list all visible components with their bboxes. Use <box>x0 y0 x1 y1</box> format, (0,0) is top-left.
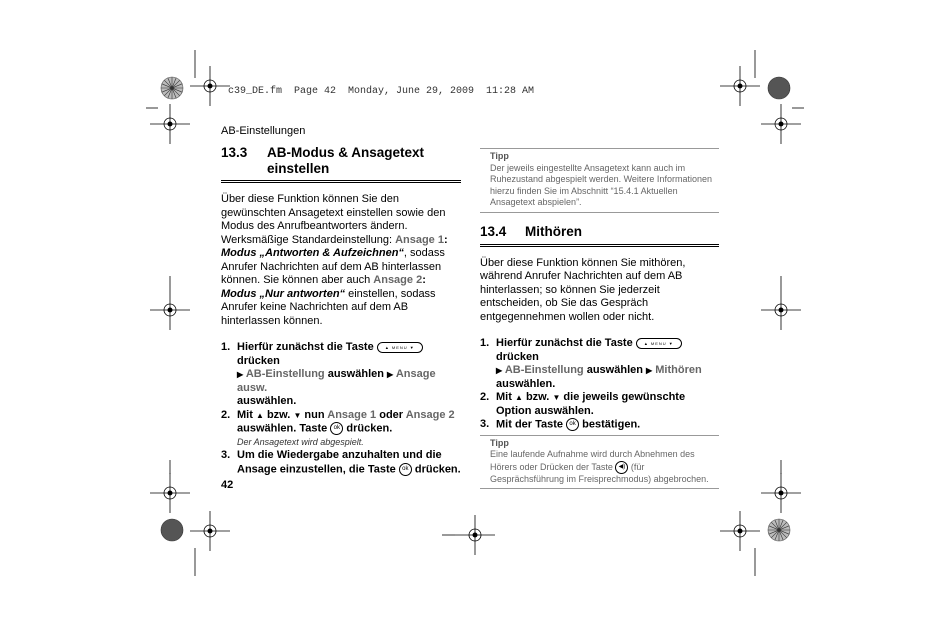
crosshair-right-upper <box>761 104 801 144</box>
tip-text: Eine laufende Aufnahme wird durch Abnehmen des Hörers oder Drücken der Taste ◀) (für Gesprächsführung im Freisprechmodus) abgebrochen. <box>490 449 709 484</box>
left-column <box>221 145 461 477</box>
steps-list <box>221 341 461 477</box>
down-arrow-icon: ▼ <box>552 393 561 402</box>
heading-rule <box>221 180 461 183</box>
star-target-top-left <box>161 77 183 99</box>
step-3: 3. Mit der Taste ok bestätigen. <box>480 418 641 431</box>
ok-key-icon: ok <box>330 422 343 435</box>
crosshair-top-left <box>190 66 230 106</box>
default-settings-paragraph: Werksmäßige Standardeinstellung: Ansage 1: Modus „Antworten & Aufzeichnen“, sodass Anrufer Nachrichten auf dem AB hinterlassen können. Sie können aber auch Ansage 2: Modus „Nur antworten“ einstellen, sodass Anrufer keine Nachrichten auf dem AB hinterlassen können. <box>221 233 448 327</box>
crosshair-right-mid <box>761 290 801 330</box>
step-2: 2. Mit ▲ bzw. ▼ die jeweils gewünschte Option auswählen. <box>480 391 686 417</box>
star-target-bottom-right <box>768 519 790 541</box>
tip-title: Tipp <box>490 151 509 161</box>
tip-title: Tipp <box>490 437 509 448</box>
steps-list <box>480 337 719 432</box>
section-title: Mithören <box>525 223 582 239</box>
arrow-right-icon: ▶ <box>387 370 394 379</box>
right-column <box>480 148 719 489</box>
running-head: AB-Einstellungen <box>221 125 306 137</box>
up-arrow-icon: ▲ <box>514 393 523 402</box>
page-number: 42 <box>221 479 234 491</box>
heading-rule <box>480 244 719 247</box>
crosshair-right-lower <box>761 473 801 513</box>
print-slug: c39_DE.fm Page 42 Monday, June 29, 2009 11:28 AM <box>228 86 535 97</box>
crosshair-bottom-center <box>455 515 495 555</box>
arrow-right-icon: ▶ <box>646 366 653 375</box>
section-heading-13-4 <box>480 224 719 240</box>
section-heading-13-3 <box>221 145 461 177</box>
step-2: 2. Mit ▲ bzw. ▼ nun Ansage 1 oder Ansage 2 auswählen. Taste ok drücken. Der Ansagetext wird abgespielt. <box>221 408 455 447</box>
up-arrow-icon: ▲ <box>255 410 264 420</box>
down-arrow-icon: ▼ <box>293 410 302 420</box>
ok-key-icon: ok <box>566 418 579 431</box>
section-title-line2: einstellen <box>267 161 330 176</box>
tip-text: Der jeweils eingestellte Ansagetext kann auch im Ruhezustand abgespielt werden. Weitere Informationen hierzu finden Sie im Abschnitt “15.4.1 Aktuellen Ansagetext abspielen”. <box>490 162 712 207</box>
step-1: 1. Hierfür zunächst die Taste ▲ MENU ▼ drücken ▶ AB-Einstellung auswählen ▶ Ansage ausw. auswählen. <box>221 341 436 407</box>
crosshair-left-mid <box>150 290 190 330</box>
crosshair-bottom-left <box>190 511 230 551</box>
crosshair-left-upper <box>150 104 190 144</box>
menu-key-icon: ▲ MENU ▼ <box>377 342 423 353</box>
step-note: Der Ansagetext wird abgespielt. <box>237 436 364 447</box>
step-1: 1. Hierfür zunächst die Taste ▲ MENU ▼ drücken ▶ AB-Einstellung auswählen ▶ Mithören auswählen. <box>480 337 702 390</box>
section-title: AB-Modus & Ansagetext <box>267 145 425 160</box>
arrow-right-icon: ▶ <box>496 366 503 375</box>
step-3: 3. Um die Wiedergabe anzuhalten und die Ansage einzustellen, die Taste ok drücken. <box>221 449 461 476</box>
ok-key-icon: ok <box>399 463 412 476</box>
dot-target-bottom-left <box>161 519 183 541</box>
crosshair-left-lower <box>150 473 190 513</box>
section-number: 13.3 <box>221 145 248 160</box>
tip-box-1 <box>480 148 719 213</box>
tip-box-2 <box>480 435 719 490</box>
intro-paragraph: Über diese Funktion können Sie den gewünschten Ansagetext einstellen sowie den Modus des Anrufbeantworters ändern. <box>221 193 446 232</box>
speaker-key-icon: ◀) <box>615 461 628 474</box>
section-number: 13.4 <box>480 223 507 239</box>
arrow-right-icon: ▶ <box>237 370 244 379</box>
menu-key-icon: ▲ MENU ▼ <box>636 338 682 349</box>
intro-paragraph: Über diese Funktion können Sie mithören, während Anrufer Nachrichten auf dem AB hinterlassen; so können Sie jederzeit entscheiden, ob Sie das Gespräch entgegennehmen wollen oder nicht. <box>480 256 686 323</box>
crosshair-bottom-right <box>720 511 760 551</box>
dot-target-top-right <box>768 77 790 99</box>
crosshair-top-right <box>720 66 760 106</box>
